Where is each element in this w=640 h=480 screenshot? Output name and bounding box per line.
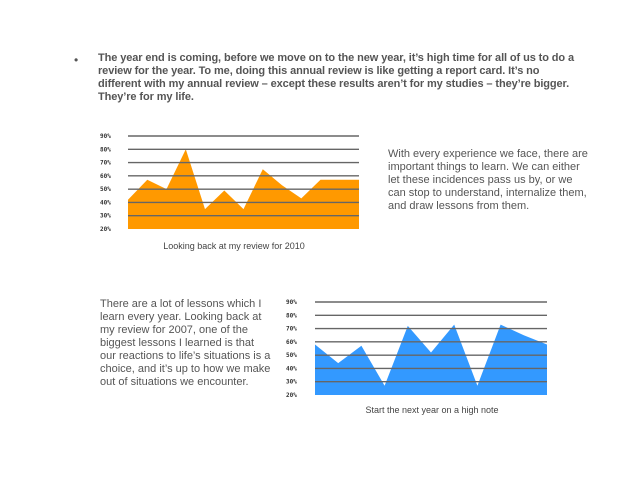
chart-2-y-tick-label: 50% [286,352,297,360]
review-2007-paragraph: There are a lot of lessons which I learn every year. Looking back at my review for 2007, one of the biggest lessons I learned is that our reactions to life’s situations is a choice, and it’s up to how we make out of situations we encounter. [100,298,271,388]
chart-2-y-tick-label: 60% [286,338,297,346]
chart-2-area [315,325,547,395]
bullet-marker: • [74,53,79,67]
chart-1-y-tick-label: 70% [100,159,111,167]
next-year-area-chart [280,294,555,404]
chart-1-y-tick-label: 40% [100,199,111,207]
review-2010-area-chart [90,128,370,238]
chart-2-y-tick-label: 70% [286,325,297,333]
chart-1-y-tick-label: 90% [100,133,111,140]
chart-2-y-tick-label: 30% [286,378,297,386]
lessons-paragraph: With every experience we face, there are important things to learn. We can either let these incidences pass us by, or we can stop to understand, internalize them, and draw lessons from them. [388,148,588,212]
chart-1-y-tick-label: 30% [100,212,111,220]
chart-2-caption: Start the next year on a high note [365,405,499,415]
chart-2-y-tick-label: 80% [286,312,297,320]
chart-1-y-tick-label: 60% [100,172,111,180]
chart-2-y-tick-label: 90% [286,299,297,306]
chart-1-caption: Looking back at my review for 2010 [163,241,305,251]
chart-1-y-tick-label: 20% [100,226,111,233]
intro-paragraph: The year end is coming, before we move on to the new year, it’s high time for all of us to do a review for the year. To me, doing this annual review is like getting a report card. It’s no different with my annual review – except these results aren’t for my studies – they’re bigger. They’re for my life. [98,52,575,103]
chart-1-y-tick-label: 50% [100,186,111,194]
chart-2-y-tick-label: 40% [286,365,297,373]
chart-1-y-tick-label: 80% [100,146,111,154]
chart-2-y-tick-label: 20% [286,392,297,399]
